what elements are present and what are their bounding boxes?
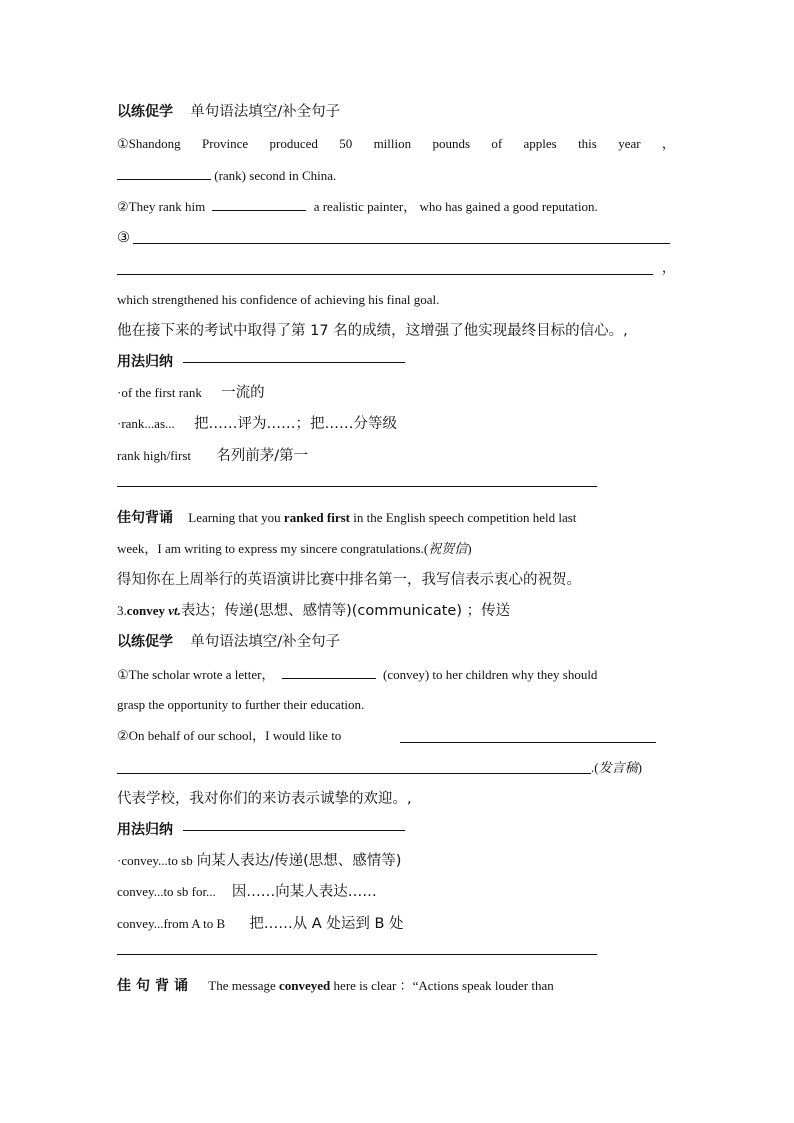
question-1-word: million — [373, 136, 412, 151]
question-1-word: ， — [661, 136, 675, 151]
question-1-word: this — [578, 136, 597, 151]
answer-blank[interactable] — [282, 664, 376, 679]
model-text-line2: week，I am writing to express my sincere congratulations.( — [117, 541, 429, 556]
divider — [183, 830, 405, 831]
question-2-genre-tag: 发言稿 — [598, 760, 638, 775]
answer-blank[interactable] — [117, 165, 211, 180]
model-genre-tag: 祝贺信 — [428, 541, 468, 556]
question-1-text-b: (convey) to her children why they should — [382, 667, 598, 682]
question-1-text: (rank) second in China. — [214, 168, 337, 183]
usage-en: ·rank...as... — [117, 416, 175, 431]
question-1-text-a: ①The scholar wrote a letter， — [117, 667, 275, 682]
question-3-line-3: which strengthened his confidence of achieving his final goal. — [117, 292, 440, 307]
heading-word: convey — [126, 603, 166, 618]
usage-en: ·convey...to sb — [117, 853, 193, 868]
usage-item — [117, 882, 675, 902]
question-1-word: of — [491, 136, 503, 151]
question-1-line-2: grasp the opportunity to further their education. — [117, 697, 365, 712]
question-1 — [117, 664, 675, 685]
question-2-text-a: ②They rank him — [117, 199, 206, 214]
usage-item — [117, 446, 675, 466]
answer-line[interactable] — [117, 773, 591, 774]
question-1-line-2 — [117, 165, 675, 186]
section-heading-convey — [117, 601, 675, 621]
divider — [117, 954, 597, 955]
heading-pos: vt. — [168, 603, 181, 618]
heading-number: 3. — [117, 603, 127, 618]
question-2-paren-close: ) — [637, 760, 642, 775]
usage-en: convey...from A to B — [117, 916, 226, 931]
question-3-comma: ， — [662, 260, 676, 275]
question-3-chinese: 他在接下来的考试中取得了第 17 名的成绩，这增强了他实现最终目标的信心。, — [117, 323, 628, 339]
divider — [183, 362, 405, 363]
usage-cn: 把……评为……；把……分等级 — [194, 416, 398, 432]
model-text-a: The message — [208, 978, 276, 993]
question-1-word: produced — [269, 136, 318, 151]
question-2 — [117, 726, 675, 746]
usage-title: 用法归纳 — [117, 354, 173, 370]
question-3-number: ③ — [117, 230, 130, 246]
practice-heading — [117, 632, 675, 652]
heading-meaning: 表达；传递(思想、感情等)(communicate) ；传送 — [180, 603, 511, 619]
divider — [117, 486, 597, 487]
question-2-text: ②On behalf of our school，I would like to — [117, 728, 342, 743]
usage-en: rank high/first — [117, 448, 192, 463]
model-keyword: conveyed — [279, 978, 331, 993]
question-1-word: apples — [523, 136, 557, 151]
model-chinese: 得知你在上周举行的英语演讲比赛中排名第一，我写信表示衷心的祝贺。 — [117, 572, 581, 588]
usage-en: convey...to sb for... — [117, 884, 216, 899]
answer-line[interactable] — [117, 274, 653, 275]
question-1-word: year — [618, 136, 641, 151]
usage-en: ·of the first rank — [117, 385, 202, 400]
question-2 — [117, 196, 675, 217]
practice-title: 以练促学 — [117, 634, 173, 650]
usage-cn: 向某人表达/传递(思想、感情等) — [196, 853, 402, 869]
model-paren-close: ) — [467, 541, 472, 556]
question-2-period: .( — [591, 760, 599, 775]
question-2-chinese: 代表学校，我对你们的来访表示诚挚的欢迎。, — [117, 791, 412, 807]
question-1-word: ①Shandong — [117, 136, 181, 151]
answer-line[interactable] — [400, 742, 656, 743]
model-text-b: here is clear ：“Actions speak louder than — [333, 978, 554, 993]
usage-title: 用法归纳 — [117, 822, 173, 838]
answer-line[interactable] — [133, 243, 670, 244]
practice-type: 单句语法填空/补全句子 — [190, 634, 341, 650]
usage-cn: 名列前茅/第一 — [216, 448, 309, 464]
usage-item — [117, 383, 675, 403]
question-1-word: 50 — [339, 136, 353, 151]
model-text-a: Learning that you — [188, 510, 281, 525]
model-sentence — [117, 508, 675, 528]
usage-cn: 把……从 A 处运到 B 处 — [249, 916, 404, 932]
usage-item — [117, 414, 675, 434]
practice-type: 单句语法填空/补全句子 — [190, 104, 341, 120]
model-text-b: in the English speech competition held last — [353, 510, 577, 525]
question-1-word: Province — [201, 136, 249, 151]
question-1-word: pounds — [432, 136, 471, 151]
question-3-line-1 — [117, 228, 675, 248]
practice-title: 以练促学 — [117, 104, 173, 120]
usage-item — [117, 914, 675, 934]
usage-item — [117, 851, 675, 871]
answer-blank[interactable] — [212, 196, 306, 211]
practice-heading — [117, 102, 675, 122]
model-title: 佳句背诵 — [117, 978, 193, 994]
model-keyword: ranked first — [283, 510, 351, 525]
model-sentence-line-2 — [117, 539, 675, 559]
model-title: 佳句背诵 — [117, 510, 173, 526]
question-1-line-1 — [117, 134, 675, 154]
usage-cn: 一流的 — [221, 385, 265, 401]
model-sentence — [117, 976, 675, 996]
question-2-text-b: a realistic painter， who has gained a good reputation. — [313, 199, 598, 214]
question-2-end — [591, 758, 681, 778]
usage-cn: 因……向某人表达…… — [231, 884, 377, 900]
